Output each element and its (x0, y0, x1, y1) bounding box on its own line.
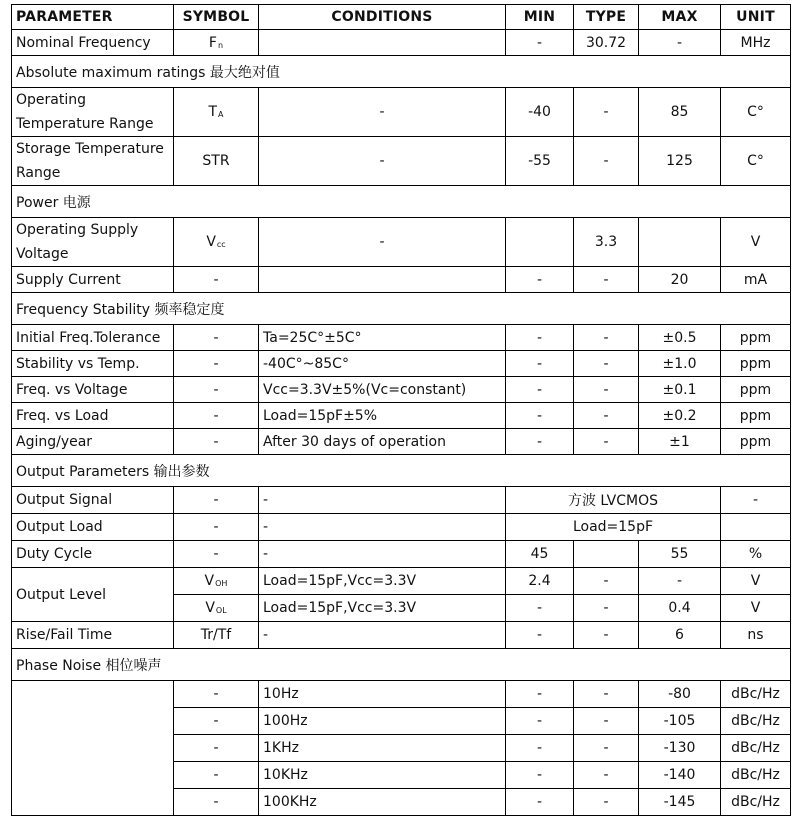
row-initial-tolerance (12, 325, 791, 351)
type-cell: - (574, 568, 639, 595)
min-cell: - (506, 30, 574, 56)
row-operating-supply-voltage (12, 218, 791, 267)
symbol-cell: - (174, 708, 259, 735)
min-cell: - (506, 735, 574, 762)
row-duty-cycle (12, 541, 791, 568)
max-cell: 125 (639, 137, 721, 186)
header-parameter: PARAMETER (12, 5, 174, 30)
min-cell: - (506, 595, 574, 622)
symbol-main: F (208, 34, 217, 51)
param-cell: Freq. vs Load (12, 403, 174, 429)
header-unit: UNIT (721, 5, 791, 30)
row-output-level-voh (12, 568, 791, 595)
param-cell: Supply Current (12, 267, 174, 293)
symbol-subscript: OL (215, 606, 227, 615)
conditions-cell: - (259, 514, 506, 541)
conditions-cell (259, 30, 506, 56)
row-output-signal (12, 487, 791, 514)
min-cell (506, 218, 574, 267)
section-title: Power 电源 (12, 186, 791, 218)
min-cell: -40 (506, 88, 574, 137)
max-cell: ±0.5 (639, 325, 721, 351)
unit-cell: % (721, 541, 791, 568)
min-cell: - (506, 351, 574, 377)
conditions-cell: Vcc=3.3V±5%(Vc=constant) (259, 377, 506, 403)
row-phase-noise-10hz (12, 681, 791, 708)
type-cell: - (574, 88, 639, 137)
symbol-cell: - (174, 487, 259, 514)
unit-cell: dBc/Hz (721, 789, 791, 816)
symbol-cell: - (174, 762, 259, 789)
unit-cell: dBc/Hz (721, 735, 791, 762)
row-stability-vs-temp (12, 351, 791, 377)
symbol-main: V (204, 573, 215, 589)
unit-cell: ppm (721, 429, 791, 455)
symbol-subscript: n (217, 40, 224, 50)
conditions-cell: - (259, 137, 506, 186)
symbol-cell: - (174, 403, 259, 429)
symbol-cell (174, 88, 259, 137)
type-cell: - (574, 622, 639, 649)
param-cell: Duty Cycle (12, 541, 174, 568)
unit-cell: ppm (721, 351, 791, 377)
row-supply-current (12, 267, 791, 293)
type-cell: - (574, 681, 639, 708)
unit-cell: ppm (721, 325, 791, 351)
min-cell: - (506, 708, 574, 735)
symbol-cell (174, 595, 259, 622)
unit-cell: V (721, 595, 791, 622)
section-phase-noise (12, 649, 791, 681)
section-title: Frequency Stability 频率稳定度 (12, 293, 791, 325)
type-cell: - (574, 595, 639, 622)
symbol-cell: - (174, 514, 259, 541)
param-cell: Storage Temperature Range (12, 137, 174, 186)
max-cell: -145 (639, 789, 721, 816)
row-operating-temperature (12, 88, 791, 137)
min-cell: 2.4 (506, 568, 574, 595)
max-cell: - (639, 30, 721, 56)
symbol-main: T (208, 104, 218, 120)
header-min: MIN (506, 5, 574, 30)
header-conditions: CONDITIONS (259, 5, 506, 30)
param-cell: Aging/year (12, 429, 174, 455)
conditions-cell: 10KHz (259, 762, 506, 789)
symbol-subscript: OH (215, 579, 228, 588)
unit-cell: C° (721, 88, 791, 137)
type-cell: - (574, 735, 639, 762)
symbol-cell: Tr/Tf (174, 622, 259, 649)
symbol-subscript: A (218, 110, 224, 119)
conditions-cell: Load=15pF,Vcc=3.3V (259, 595, 506, 622)
conditions-cell: - (259, 218, 506, 267)
param-cell: Operating Supply Voltage (12, 218, 174, 267)
min-cell: - (506, 622, 574, 649)
max-cell: 0.4 (639, 595, 721, 622)
unit-cell (721, 514, 791, 541)
spec-table (11, 4, 791, 816)
symbol-cell: - (174, 681, 259, 708)
min-cell: - (506, 429, 574, 455)
header-symbol: SYMBOL (174, 5, 259, 30)
min-cell: - (506, 403, 574, 429)
type-cell: 30.72 (574, 30, 639, 56)
param-cell: Output Level (12, 568, 174, 622)
max-cell: 85 (639, 88, 721, 137)
min-cell: - (506, 789, 574, 816)
unit-cell: mA (721, 267, 791, 293)
min-cell: -55 (506, 137, 574, 186)
conditions-cell: - (259, 487, 506, 514)
symbol-main: V (205, 600, 215, 616)
row-aging (12, 429, 791, 455)
unit-cell: ppm (721, 403, 791, 429)
header-type: TYPE (574, 5, 639, 30)
type-cell: 3.3 (574, 218, 639, 267)
conditions-cell (259, 267, 506, 293)
row-rise-fall-time (12, 622, 791, 649)
section-frequency-stability (12, 293, 791, 325)
symbol-cell: - (174, 325, 259, 351)
conditions-cell: Load=15pF±5% (259, 403, 506, 429)
header-row (12, 5, 791, 30)
unit-cell: - (721, 487, 791, 514)
section-title: Absolute maximum ratings 最大绝对值 (12, 56, 791, 88)
section-power (12, 186, 791, 218)
unit-cell: dBc/Hz (721, 762, 791, 789)
type-cell: - (574, 267, 639, 293)
conditions-cell: Ta=25C°±5C° (259, 325, 506, 351)
section-title: Phase Noise 相位噪声 (12, 649, 791, 681)
param-cell: Operating Temperature Range (12, 88, 174, 137)
type-cell: - (574, 762, 639, 789)
max-cell: ±0.1 (639, 377, 721, 403)
type-cell: - (574, 708, 639, 735)
symbol-cell: - (174, 789, 259, 816)
symbol-cell: - (174, 541, 259, 568)
value-cell: 方波 LVCMOS (506, 487, 721, 514)
symbol-cell (174, 568, 259, 595)
symbol-main: V (206, 234, 216, 250)
param-cell: Stability vs Temp. (12, 351, 174, 377)
conditions-cell: Load=15pF,Vcc=3.3V (259, 568, 506, 595)
max-cell: 20 (639, 267, 721, 293)
section-title: Output Parameters 输出参数 (12, 455, 791, 487)
value-cell: Load=15pF (506, 514, 721, 541)
max-cell: -80 (639, 681, 721, 708)
max-cell: -130 (639, 735, 721, 762)
type-cell: - (574, 403, 639, 429)
param-cell: Freq. vs Voltage (12, 377, 174, 403)
max-cell: -140 (639, 762, 721, 789)
header-max: MAX (639, 5, 721, 30)
max-cell: 55 (639, 541, 721, 568)
type-cell: - (574, 789, 639, 816)
type-cell: - (574, 137, 639, 186)
param-cell: Rise/Fail Time (12, 622, 174, 649)
symbol-cell (174, 218, 259, 267)
max-cell (639, 218, 721, 267)
conditions-cell: 100KHz (259, 789, 506, 816)
max-cell: ±1.0 (639, 351, 721, 377)
symbol-cell: - (174, 735, 259, 762)
max-cell: -105 (639, 708, 721, 735)
min-cell: - (506, 377, 574, 403)
symbol-cell: - (174, 377, 259, 403)
min-cell: - (506, 762, 574, 789)
param-cell: Initial Freq.Tolerance (12, 325, 174, 351)
row-freq-vs-load (12, 403, 791, 429)
unit-cell: dBc/Hz (721, 681, 791, 708)
type-cell: - (574, 325, 639, 351)
type-cell (574, 541, 639, 568)
conditions-cell: - (259, 622, 506, 649)
unit-cell: dBc/Hz (721, 708, 791, 735)
conditions-cell: - (259, 541, 506, 568)
row-nominal-frequency (12, 30, 791, 56)
type-cell: - (574, 429, 639, 455)
conditions-cell: -40C°~85C° (259, 351, 506, 377)
param-cell: Nominal Frequency (12, 30, 174, 56)
max-cell: ±1 (639, 429, 721, 455)
min-cell: - (506, 681, 574, 708)
unit-cell: ppm (721, 377, 791, 403)
conditions-cell: - (259, 88, 506, 137)
min-cell: - (506, 325, 574, 351)
min-cell: 45 (506, 541, 574, 568)
symbol-cell: - (174, 267, 259, 293)
symbol-main: STR (202, 153, 230, 169)
row-freq-vs-voltage (12, 377, 791, 403)
param-cell: Output Signal (12, 487, 174, 514)
symbol-cell: - (174, 429, 259, 455)
unit-cell: V (721, 568, 791, 595)
param-cell: Output Load (12, 514, 174, 541)
row-storage-temperature (12, 137, 791, 186)
max-cell: ±0.2 (639, 403, 721, 429)
max-cell: 6 (639, 622, 721, 649)
unit-cell: ns (721, 622, 791, 649)
row-output-load (12, 514, 791, 541)
param-cell (12, 681, 174, 816)
conditions-cell: After 30 days of operation (259, 429, 506, 455)
conditions-cell: 100Hz (259, 708, 506, 735)
symbol-subscript: cc (216, 240, 226, 249)
symbol-cell (174, 30, 259, 56)
symbol-cell (174, 137, 259, 186)
unit-cell: MHz (721, 30, 791, 56)
section-output-parameters (12, 455, 791, 487)
conditions-cell: 1KHz (259, 735, 506, 762)
type-cell: - (574, 377, 639, 403)
min-cell: - (506, 267, 574, 293)
section-absolute-max (12, 56, 791, 88)
unit-cell: V (721, 218, 791, 267)
symbol-cell: - (174, 351, 259, 377)
max-cell: - (639, 568, 721, 595)
type-cell: - (574, 351, 639, 377)
conditions-cell: 10Hz (259, 681, 506, 708)
unit-cell: C° (721, 137, 791, 186)
